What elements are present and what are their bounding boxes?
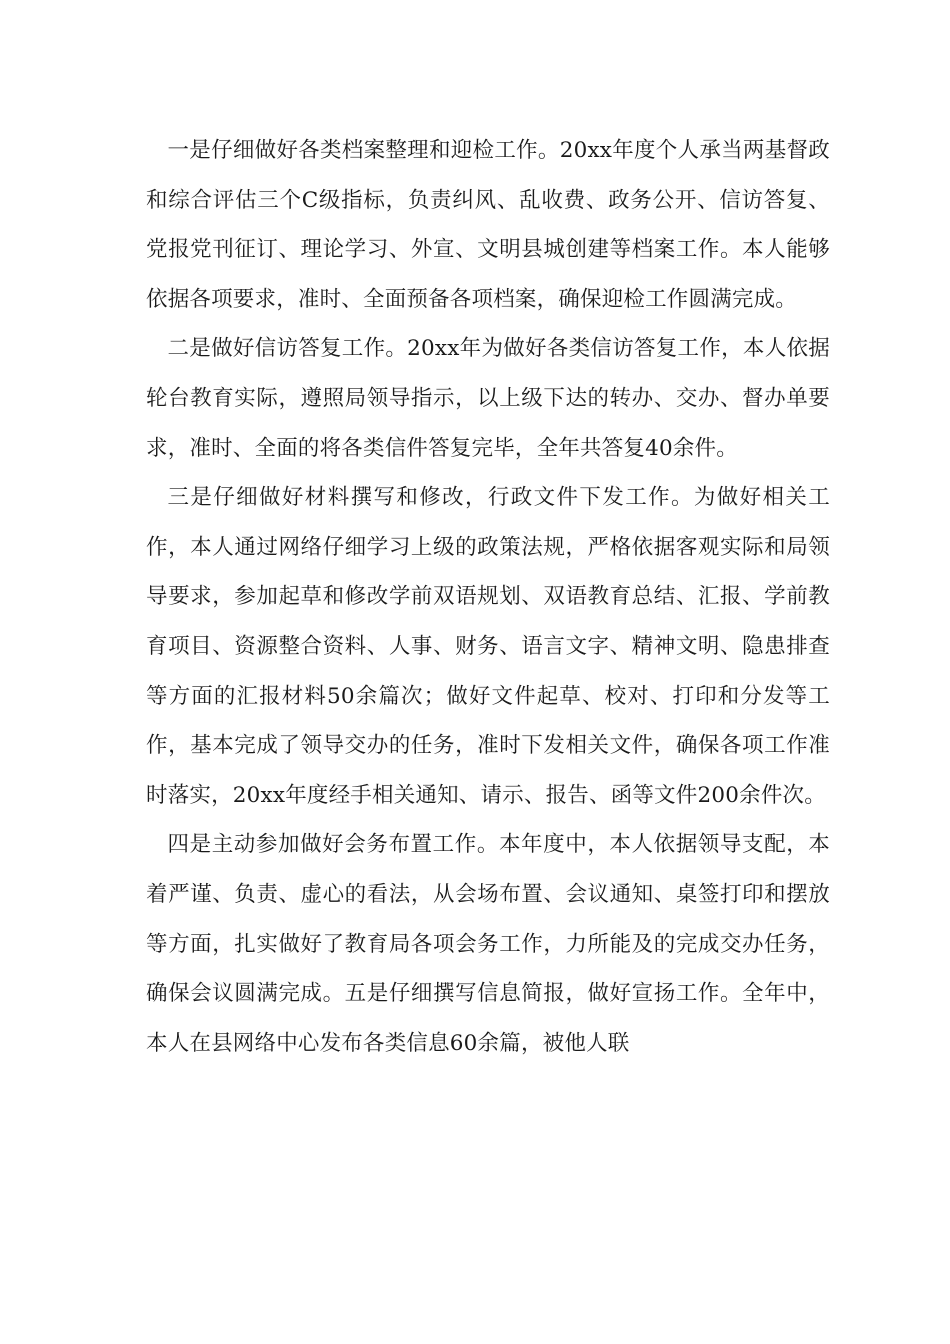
paragraph-archives-work: 一是仔细做好各类档案整理和迎检工作。20xx年度个人承当两基督政和综合评估三个C级指标，负责纠风、乱收费、政务公开、信访答复、党报党刊征订、理论学习、外宣、文明县城创建等档案工作。本人能够依据各项要求，准时、全面预备各项档案，确保迎检工作圆满完成。 [146,138,830,312]
paragraph-meeting-arrangement: 四是主动参加做好会务布置工作。本年度中，本人依据领导支配，本着严谨、负责、虚心的看法，从会场布置、会议通知、桌签打印和摆放等方面，扎实做好了教育局各项会务工作，力所能及的完成交办任务，确保会议圆满完成。五是仔细撰写信息简报，做好宣扬工作。全年中，本人在县网络中心发布各类信息60余篇，被他人联 [146,832,830,1056]
paragraph-petition-reply: 二是做好信访答复工作。20xx年为做好各类信访答复工作，本人依据轮台教育实际，遵照局领导指示，以上级下达的转办、交办、督办单要求，准时、全面的将各类信件答复完毕，全年共答复40余件。 [146,336,830,461]
paragraph-document-drafting: 三是仔细做好材料撰写和修改，行政文件下发工作。为做好相关工作，本人通过网络仔细学习上级的政策法规，严格依据客观实际和局领导要求，参加起草和修改学前双语规划、双语教育总结、汇报、学前教育项目、资源整合资料、人事、财务、语言文字、精神文明、隐患排查等方面的汇报材料50余篇次；做好文件起草、校对、打印和分发等工作，基本完成了领导交办的任务，准时下发相关文件，确保各项工作准时落实，20xx年度经手相关通知、请示、报告、函等文件200余件次。 [146,485,830,808]
document-body [146,126,830,1068]
